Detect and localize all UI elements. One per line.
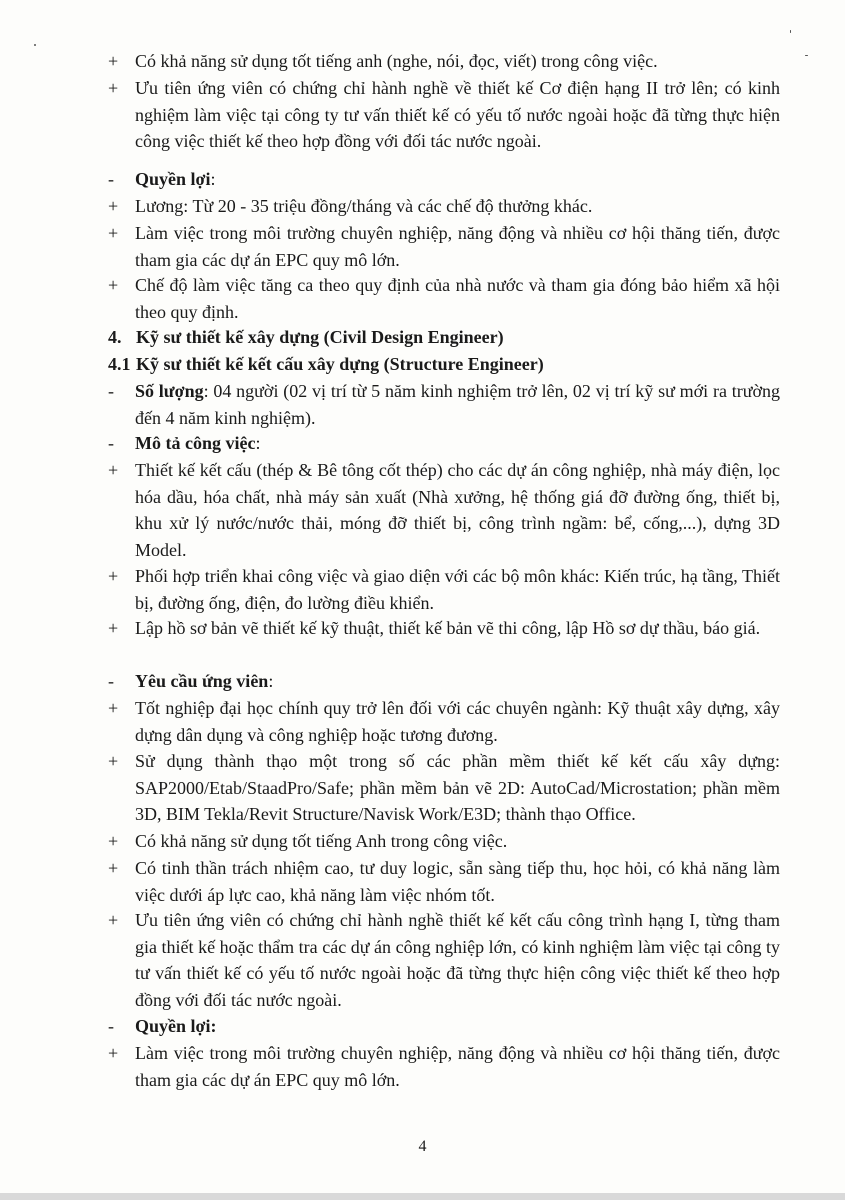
scan-speck: [34, 44, 36, 46]
section-title: Kỹ sư thiết kế kết cấu xây dựng (Structure Engineer): [136, 354, 544, 374]
list-item: [108, 1040, 780, 1093]
list-item-text: Lương: Từ 20 - 35 triệu đồng/tháng và các chế độ thưởng khác.: [135, 196, 593, 216]
bullet-marker: +: [108, 1043, 119, 1063]
list-item: [108, 48, 780, 75]
bullet-marker: +: [108, 831, 119, 851]
list-item-text: Thiết kế kết cấu (thép & Bê tông cốt thép) cho các dự án công nghiệp, nhà máy điện, lọc hóa dầu, hóa chất, nhà máy sản xuất (Nhà xưởng, hệ thống giá đỡ đường ống, thiết bị, khu xử lý nước/nước thải, móng đỡ thiết bị, công trình ngầm: bể, cống,...), dựng 3D Model.: [135, 460, 780, 560]
list-item-text: Làm việc trong môi trường chuyên nghiệp, năng động và nhiều cơ hội thăng tiến, được tham gia các dự án EPC quy mô lớn.: [135, 223, 780, 270]
section-heading: [108, 668, 780, 695]
scan-speck: [790, 30, 791, 33]
list-item: [108, 457, 780, 563]
list-item-text: Lập hồ sơ bản vẽ thiết kế kỹ thuật, thiết kế bản vẽ thi công, lập Hồ sơ dự thầu, báo giá.: [135, 618, 761, 638]
list-item: [108, 220, 780, 273]
section-heading: [108, 430, 780, 457]
list-item-text: Có tinh thần trách nhiệm cao, tư duy logic, sẵn sàng tiếp thu, học hỏi, có khả năng làm việc dưới áp lực cao, khả năng làm việc nhóm tốt.: [135, 858, 780, 905]
section-heading: [108, 378, 780, 431]
section-label: Số lượng: [135, 381, 204, 401]
bullet-marker: +: [108, 51, 119, 71]
dash-marker: -: [108, 433, 114, 453]
list-item-text: Làm việc trong môi trường chuyên nghiệp, năng động và nhiều cơ hội thăng tiến, được tham gia các dự án EPC quy mô lớn.: [135, 1043, 780, 1090]
bullet-marker: +: [108, 196, 119, 216]
section-title: Kỹ sư thiết kế xây dựng (Civil Design Engineer): [136, 327, 504, 347]
section-heading: [108, 166, 780, 193]
dash-marker: -: [108, 169, 114, 189]
section-label: Quyền lợi: [135, 169, 211, 189]
bullet-marker: +: [108, 910, 119, 930]
page-number: 4: [418, 1138, 427, 1155]
scan-speck: [805, 55, 808, 56]
bullet-marker: +: [108, 858, 119, 878]
bullet-marker: +: [108, 751, 119, 771]
list-item: [108, 75, 780, 155]
list-item: [108, 563, 780, 616]
list-item: [108, 748, 780, 828]
list-item-text: Chế độ làm việc tăng ca theo quy định của nhà nước và tham gia đóng bảo hiểm xã hội theo quy định.: [135, 275, 780, 322]
dash-marker: -: [108, 1016, 114, 1036]
bullet-marker: +: [108, 223, 119, 243]
bullet-marker: +: [108, 618, 119, 638]
bullet-marker: +: [108, 566, 119, 586]
list-item-text: Sử dụng thành thạo một trong số các phần mềm thiết kế kết cấu xây dựng: SAP2000/Etab/StaadPro/Safe; phần mềm bản vẽ 2D: AutoCad/Microstation; phần mềm 3D, BIM Tekla/Revit Structure/Navisk Work/E3D; thành thạo Office.: [135, 751, 780, 824]
list-item: [108, 272, 780, 325]
list-item: [108, 193, 780, 220]
bullet-marker: +: [108, 698, 119, 718]
list-item-text: Có khả năng sử dụng tốt tiếng anh (nghe, nói, đọc, viết) trong công việc.: [135, 51, 658, 71]
section-label-suffix: :: [268, 671, 274, 691]
list-item-text: Phối hợp triển khai công việc và giao diện với các bộ môn khác: Kiến trúc, hạ tầng, Thiết bị, đường ống, điện, đo lường điều khiển.: [135, 566, 780, 613]
section-label: Quyền lợi:: [135, 1016, 217, 1036]
section-number: 4.1: [108, 354, 131, 374]
dash-marker: -: [108, 671, 114, 691]
section-label-suffix: :: [210, 169, 216, 189]
list-item-text: Có khả năng sử dụng tốt tiếng Anh trong công việc.: [135, 831, 508, 851]
list-item: [108, 615, 780, 642]
section-label-suffix: :: [255, 433, 261, 453]
list-item: [108, 907, 780, 1013]
section-number: 4.: [108, 327, 122, 347]
list-item-text: Ưu tiên ứng viên có chứng chỉ hành nghề thiết kế kết cấu công trình hạng I, từng tham gia thiết kế hoặc thẩm tra các dự án công nghiệp lớn, có kinh nghiệm làm việc tại công ty tư vấn thiết kế có yếu tố nước ngoài hoặc đã từng thực hiện công việc thiết kế theo hợp đồng với đối tác nước ngoài.: [135, 910, 780, 1010]
section-label-suffix: : 04 người (02 vị trí từ 5 năm kinh nghiệm trở lên, 02 vị trí kỹ sư mới ra trường đến 4 năm kinh nghiệm).: [135, 381, 780, 428]
bullet-marker: +: [108, 275, 119, 295]
list-item: [108, 695, 780, 748]
section-label: Mô tả công việc: [135, 433, 256, 453]
list-item: [108, 855, 780, 908]
section-heading-4-1: [108, 351, 544, 378]
scan-bottom-edge: [0, 1193, 845, 1200]
section-label: Yêu cầu ứng viên: [135, 671, 269, 691]
list-item-text: Tốt nghiệp đại học chính quy trở lên đối với các chuyên ngành: Kỹ thuật xây dựng, xây dựng dân dụng và công nghiệp hoặc tương đương.: [135, 698, 780, 745]
section-heading: [108, 1013, 780, 1040]
bullet-marker: +: [108, 460, 119, 480]
bullet-marker: +: [108, 78, 119, 98]
list-item: [108, 828, 780, 855]
section-heading-4: [108, 324, 504, 351]
dash-marker: -: [108, 381, 114, 401]
list-item-text: Ưu tiên ứng viên có chứng chỉ hành nghề về thiết kế Cơ điện hạng II trở lên; có kinh nghiệm làm việc tại công ty tư vấn thiết kế có yếu tố nước ngoài hoặc đã từng thực hiện công việc thiết kế theo hợp đồng với đối tác nước ngoài.: [135, 78, 780, 151]
